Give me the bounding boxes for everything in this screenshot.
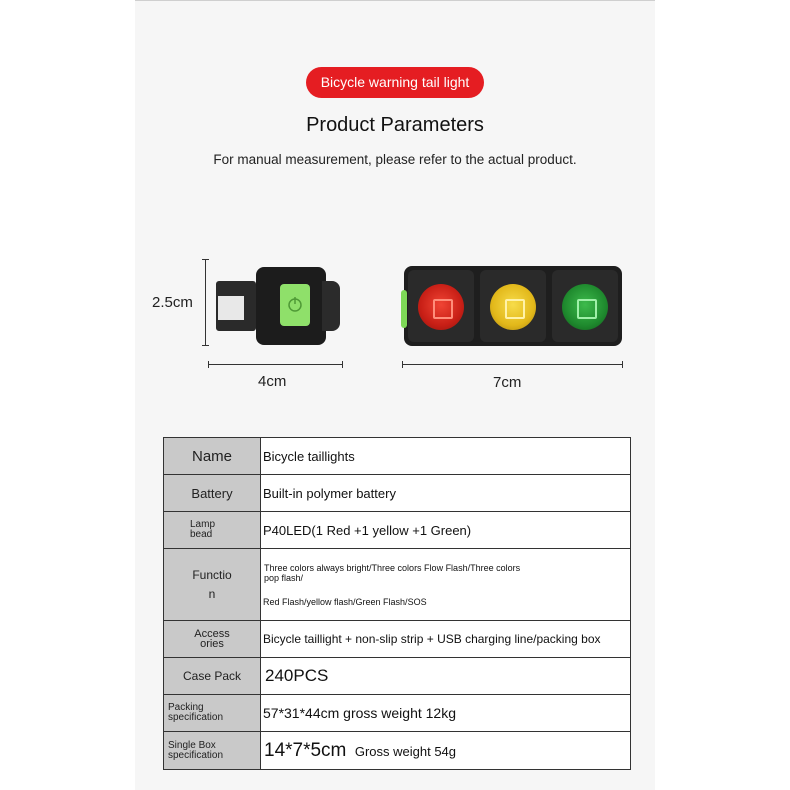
spec-label-text: Packing specification xyxy=(168,702,224,723)
height-tick-top xyxy=(202,259,209,260)
power-symbol-icon xyxy=(280,284,310,326)
height-tick-bottom xyxy=(202,345,209,346)
large-width-dimension-line xyxy=(402,364,622,365)
lamp-side-cap xyxy=(322,281,340,331)
table-row xyxy=(164,695,631,732)
spec-label xyxy=(164,621,261,658)
function-line-1: Three colors always bright/Three colors Flow Flash/Three colors pop flash/ xyxy=(264,562,521,583)
yellow-led-core xyxy=(505,299,525,319)
table-row xyxy=(164,732,631,770)
spec-label-text: Access ories xyxy=(194,628,230,650)
product-banner: Bicycle warning tail light xyxy=(306,67,484,98)
height-label: 2.5cm xyxy=(152,294,193,311)
large-width-tick-left xyxy=(402,361,403,368)
spec-value: Built-in polymer battery xyxy=(261,475,631,512)
box-dimensions: 14*7*5cm xyxy=(264,739,347,761)
small-width-tick-left xyxy=(208,361,209,368)
box-weight: Gross weight 54g xyxy=(354,743,457,759)
small-width-dimension-line xyxy=(208,364,342,365)
spec-value xyxy=(261,549,631,621)
table-row xyxy=(164,438,631,475)
height-dimension-line xyxy=(205,259,206,345)
page-title: Product Parameters xyxy=(306,114,484,136)
table-row xyxy=(164,549,631,621)
spec-label xyxy=(164,695,261,732)
spec-label: Battery xyxy=(164,475,261,512)
spec-label: Name xyxy=(164,438,261,475)
spec-value: Bicycle taillight + non-slip strip + USB charging line/packing box xyxy=(261,621,631,658)
spec-label-text: Functio n xyxy=(192,567,232,601)
page-subtitle: For manual measurement, please refer to the actual product. xyxy=(213,152,577,167)
spec-label-text: Lamp bead xyxy=(190,519,216,540)
spec-label xyxy=(164,732,261,770)
table-row xyxy=(164,621,631,658)
function-line-2: Red Flash/yellow flash/Green Flash/SOS xyxy=(263,596,427,607)
small-width-tick-right xyxy=(342,361,343,368)
spec-label-text: Single Box specification xyxy=(168,739,224,761)
mount-clip-gap xyxy=(218,296,244,320)
large-width-tick-right xyxy=(622,361,623,368)
spec-value xyxy=(261,732,631,770)
spec-table xyxy=(163,437,631,770)
spec-label xyxy=(164,549,261,621)
power-button-icon xyxy=(280,284,310,326)
spec-value: Bicycle taillights xyxy=(261,438,631,475)
spec-label xyxy=(164,512,261,549)
spec-value: P40LED(1 Red +1 yellow +1 Green) xyxy=(261,512,631,549)
small-width-label: 4cm xyxy=(258,373,287,390)
top-divider xyxy=(135,0,655,1)
spec-label: Case Pack xyxy=(164,658,261,695)
large-width-label: 7cm xyxy=(493,374,522,391)
red-led-core xyxy=(433,299,453,319)
spec-value: 57*31*44cm gross weight 12kg xyxy=(261,695,631,732)
table-row xyxy=(164,512,631,549)
green-led-core xyxy=(577,299,597,319)
spec-value: 240PCS xyxy=(261,658,631,695)
table-row xyxy=(164,475,631,512)
table-row xyxy=(164,658,631,695)
side-button-strip xyxy=(401,290,407,328)
